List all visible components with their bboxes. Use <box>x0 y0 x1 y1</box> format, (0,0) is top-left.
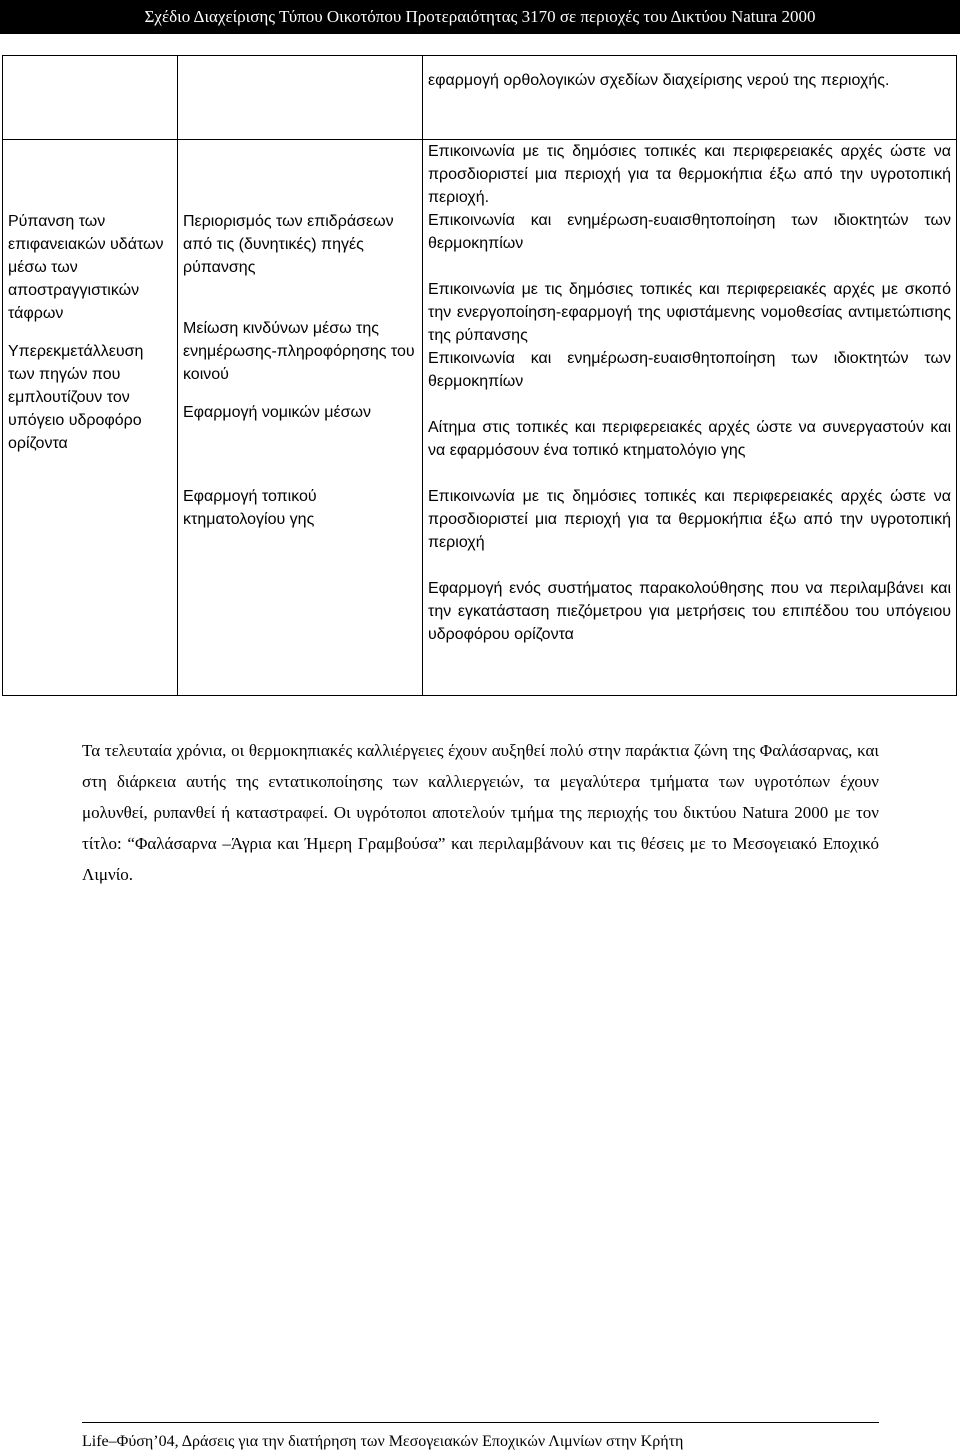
paragraph: Τα τελευταία χρόνια, οι θερμοκηπιακές καλλιέργειες έχουν αυξηθεί πολύ στην παράκτια ζώνη της Φαλάσαρνας, και στη διάρκεια αυτής της εντατικοποίησης των καλλιεργειών, τα μεγαλύτερα τμήματα των υγροτόπων έχουν μολυνθεί, ρυπανθεί ή καταστραφεί. Οι υγρότοποι αποτελούν τμήμα της περιοχής του δικτύου Natura 2000 με τον τίτλο: “Φαλάσαρνα –Άγρια και Ήμερη Γραμβούσα” και περιλαμβάνουν και τις θέσεις με το Μεσογειακό Εποχικό Λιμνίο. <box>82 741 879 884</box>
action-item: Εφαρμογή ενός συστήματος παρακολούθησης που να περιλαμβάνει και την εγκατάσταση πιεζόμετρου για μετρήσεις του επιπέδου του υπόγειου υδροφόρου ορίζοντα <box>428 580 951 643</box>
table-cell <box>178 140 423 696</box>
table-cell <box>423 56 957 140</box>
action-item: Επικοινωνία και ενημέρωση-ευαισθητοποίηση των ιδιοκτητών των θερμοκηπίων <box>428 350 951 390</box>
threat-item: Ρύπανση των επιφανειακών υδάτων μέσω των αποστραγγιστικών τάφρων <box>8 213 164 322</box>
objective-item: Μείωση κινδύνων μέσω της ενημέρωσης-πληροφόρησης του κοινού <box>183 320 415 383</box>
page-header <box>0 0 960 34</box>
table-cell <box>178 56 423 140</box>
table-cell <box>423 140 957 696</box>
objective-item: Περιορισμός των επιδράσεων από τις (δυνητικές) πηγές ρύπανσης <box>183 213 394 276</box>
table-row <box>3 140 957 696</box>
page-footer <box>82 1432 683 1452</box>
footer-text: Life–Φύση’04, Δράσεις για την διατήρηση των Μεσογειακών Εποχικών Λιμνίων στην Κρήτη <box>82 1433 684 1450</box>
table-cell <box>3 56 178 140</box>
table-cell-text: εφαρμογή ορθολογικών σχεδίων διαχείρισης νερού της περιοχής. <box>428 72 890 89</box>
table-row <box>3 56 957 140</box>
action-item: Επικοινωνία με τις δημόσιες τοπικές και περιφερειακές αρχές ώστε να προσδιοριστεί μια περιοχή για τα θερμοκήπια έξω από την υγροτοπική περιοχή <box>428 488 951 551</box>
action-item: Αίτημα στις τοπικές και περιφερειακές αρχές ώστε να συνεργαστούν και να εφαρμόσουν ένα τοπικό κτηματολόγιο γης <box>428 419 951 459</box>
footer-divider <box>82 1422 879 1423</box>
measures-table <box>2 55 957 696</box>
action-item: Επικοινωνία και ενημέρωση-ευαισθητοποίηση των ιδιοκτητών των θερμοκηπίων <box>428 212 951 252</box>
body-text <box>82 735 879 890</box>
objective-item: Εφαρμογή νομικών μέσων <box>183 404 371 421</box>
header-title: Σχέδιο Διαχείρισης Τύπου Οικοτόπου Προτεραιότητας 3170 σε περιοχές του Δικτύου Natura 2000 <box>144 7 816 26</box>
objective-item: Εφαρμογή τοπικού κτηματολογίου γης <box>183 488 317 528</box>
action-item: Επικοινωνία με τις δημόσιες τοπικές και περιφερειακές αρχές με σκοπό την ενεργοποίηση-εφαρμογή της υφιστάμενης νομοθεσίας αντιμετώπισης της ρύπανσης <box>428 281 951 344</box>
action-item: Επικοινωνία με τις δημόσιες τοπικές και περιφερειακές αρχές ώστε να προσδιοριστεί μια περιοχή για τα θερμοκήπια έξω από την υγροτοπική περιοχή. <box>428 143 951 206</box>
threat-item: Υπερεκμετάλλευση των πηγών που εμπλουτίζουν τον υπόγειο υδροφόρο ορίζοντα <box>8 343 144 452</box>
table-cell <box>3 140 178 696</box>
